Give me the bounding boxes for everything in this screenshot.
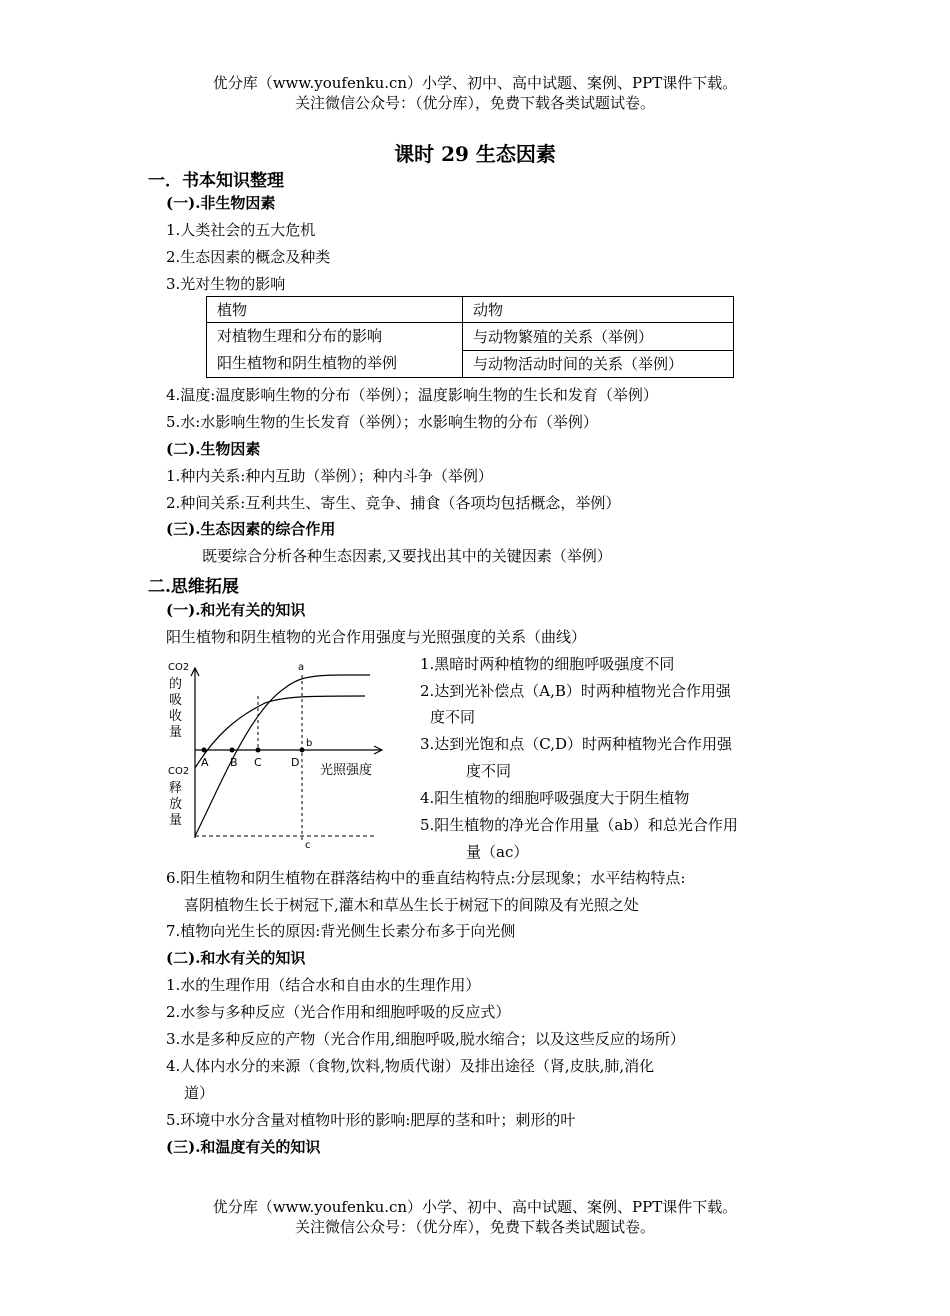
table-cell: 与动物繁殖的关系（举例） bbox=[463, 323, 734, 351]
graph-note: 2.达到光补偿点（A,B）时两种植物光合作用强 bbox=[420, 682, 731, 700]
list-item-continued: 喜阴植物生长于树冠下,灌木和草丛生长于树冠下的间隙及有光照之处 bbox=[184, 896, 639, 914]
graph-xlabel: 光照强度 bbox=[320, 763, 373, 778]
list-item: 1.人类社会的五大危机 bbox=[166, 221, 316, 239]
graph-point-b bbox=[230, 748, 235, 753]
graph-ylabel-char: 的 bbox=[169, 677, 183, 692]
graph-mark-c: c bbox=[305, 840, 311, 851]
table-cell-line: 阳生植物和阴生植物的举例 bbox=[217, 354, 398, 372]
table-cell-plants bbox=[207, 323, 463, 378]
list-item: 1.水的生理作用（结合水和自由水的生理作用） bbox=[166, 976, 481, 994]
graph-note: 1.黑暗时两种植物的细胞呼吸强度不同 bbox=[420, 655, 675, 673]
graph-shade-curve bbox=[195, 696, 365, 768]
footer-line-2: 关注微信公众号：（优分库），免费下载各类试题试卷。 bbox=[294, 1218, 655, 1236]
section2-heading: 二.思维拓展 bbox=[148, 577, 239, 597]
light-curve-graph bbox=[160, 656, 395, 856]
graph-note: 度不同 bbox=[466, 762, 512, 780]
list-item: 7.植物向光生长的原因:背光侧生长素分布多于向光侧 bbox=[166, 922, 516, 940]
list-item: 5.环境中水分含量对植物叶形的影响:肥厚的茎和叶；刺形的叶 bbox=[166, 1111, 576, 1129]
graph-label-a: A bbox=[201, 756, 209, 769]
graph-label-c: C bbox=[254, 756, 262, 769]
list-item-continued: 道） bbox=[184, 1084, 215, 1102]
graph-mark-a: a bbox=[298, 662, 305, 673]
graph-ylabel-co2: CO2 bbox=[168, 662, 190, 673]
list-item: 1.种内关系:种内互助（举例）；种内斗争（举例） bbox=[166, 467, 493, 485]
section1-sub2: (二).生物因素 bbox=[166, 440, 261, 458]
graph-ylabel-char: 量 bbox=[169, 813, 183, 828]
graph-ylabel-char: 吸 bbox=[169, 693, 183, 708]
table-cell: 与动物活动时间的关系（举例） bbox=[463, 350, 734, 378]
list-item: 2.生态因素的概念及种类 bbox=[166, 248, 331, 266]
list-item: 6.阳生植物和阴生植物在群落结构中的垂直结构特点:分层现象；水平结构特点: bbox=[166, 869, 686, 887]
graph-point-a bbox=[202, 748, 207, 753]
list-item: 3.水是多种反应的产物（光合作用,细胞呼吸,脱水缩合；以及这些反应的场所） bbox=[166, 1030, 685, 1048]
graph-point-d bbox=[300, 748, 305, 753]
graph-ylabel-char: 收 bbox=[169, 709, 183, 724]
page-title: 课时 29 生态因素 bbox=[394, 142, 556, 166]
section2-sub2: (二).和水有关的知识 bbox=[166, 949, 306, 967]
footer-line-1: 优分库（www.youfenku.cn）小学、初中、高中试题、案例、PPT课件下载。 bbox=[212, 1198, 738, 1216]
section1-heading: 一．书本知识整理 bbox=[148, 171, 284, 191]
table-header-plants: 植物 bbox=[207, 297, 463, 323]
list-item: 2.种间关系:互利共生、寄生、竞争、捕食（各项均包括概念，举例） bbox=[166, 494, 621, 512]
paragraph: 阳生植物和阴生植物的光合作用强度与光照强度的关系（曲线） bbox=[166, 628, 587, 646]
graph-ylabel-char: 放 bbox=[169, 797, 183, 812]
section2-sub3: (三).和温度有关的知识 bbox=[166, 1138, 321, 1156]
list-item: 3.光对生物的影响 bbox=[166, 275, 286, 293]
graph-mark-b: b bbox=[306, 738, 313, 749]
graph-label-d: D bbox=[291, 756, 300, 769]
graph-note: 5.阳生植物的净光合作用量（ab）和总光合作用 bbox=[420, 816, 738, 834]
paragraph: 既要综合分析各种生态因素,又要找出其中的关键因素（举例） bbox=[202, 547, 612, 565]
graph-ylabel-char: 量 bbox=[169, 725, 183, 740]
list-item: 4.温度:温度影响生物的分布（举例）；温度影响生物的生长和发育（举例） bbox=[166, 386, 658, 404]
section1-sub1: (一).非生物因素 bbox=[166, 194, 276, 212]
graph-note: 3.达到光饱和点（C,D）时两种植物光合作用强 bbox=[420, 735, 733, 753]
graph-note: 量（ac） bbox=[466, 843, 529, 861]
header-line-2: 关注微信公众号：（优分库），免费下载各类试题试卷。 bbox=[294, 94, 655, 112]
graph-note: 度不同 bbox=[430, 708, 476, 726]
list-item: 2.水参与多种反应（光合作用和细胞呼吸的反应式） bbox=[166, 1003, 511, 1021]
list-item: 4.人体内水分的来源（食物,饮料,物质代谢）及排出途径（肾,皮肤,肺,消化 bbox=[166, 1057, 655, 1075]
graph-label-b: B bbox=[230, 756, 238, 769]
graph-point-c bbox=[256, 748, 261, 753]
table-cell-line: 对植物生理和分布的影响 bbox=[217, 327, 383, 345]
graph-ylabel-co2: CO2 bbox=[168, 766, 190, 777]
graph-note: 4.阳生植物的细胞呼吸强度大于阴生植物 bbox=[420, 789, 690, 807]
list-item: 5.水:水影响生物的生长发育（举例）；水影响生物的分布（举例） bbox=[166, 413, 598, 431]
section1-sub3: (三).生态因素的综合作用 bbox=[166, 520, 336, 538]
section2-sub1: (一).和光有关的知识 bbox=[166, 601, 306, 619]
light-effect-table bbox=[206, 296, 734, 378]
table-header-animals: 动物 bbox=[463, 297, 734, 323]
graph-ylabel-char: 释 bbox=[169, 781, 183, 796]
header-line-1: 优分库（www.youfenku.cn）小学、初中、高中试题、案例、PPT课件下载。 bbox=[212, 74, 738, 92]
